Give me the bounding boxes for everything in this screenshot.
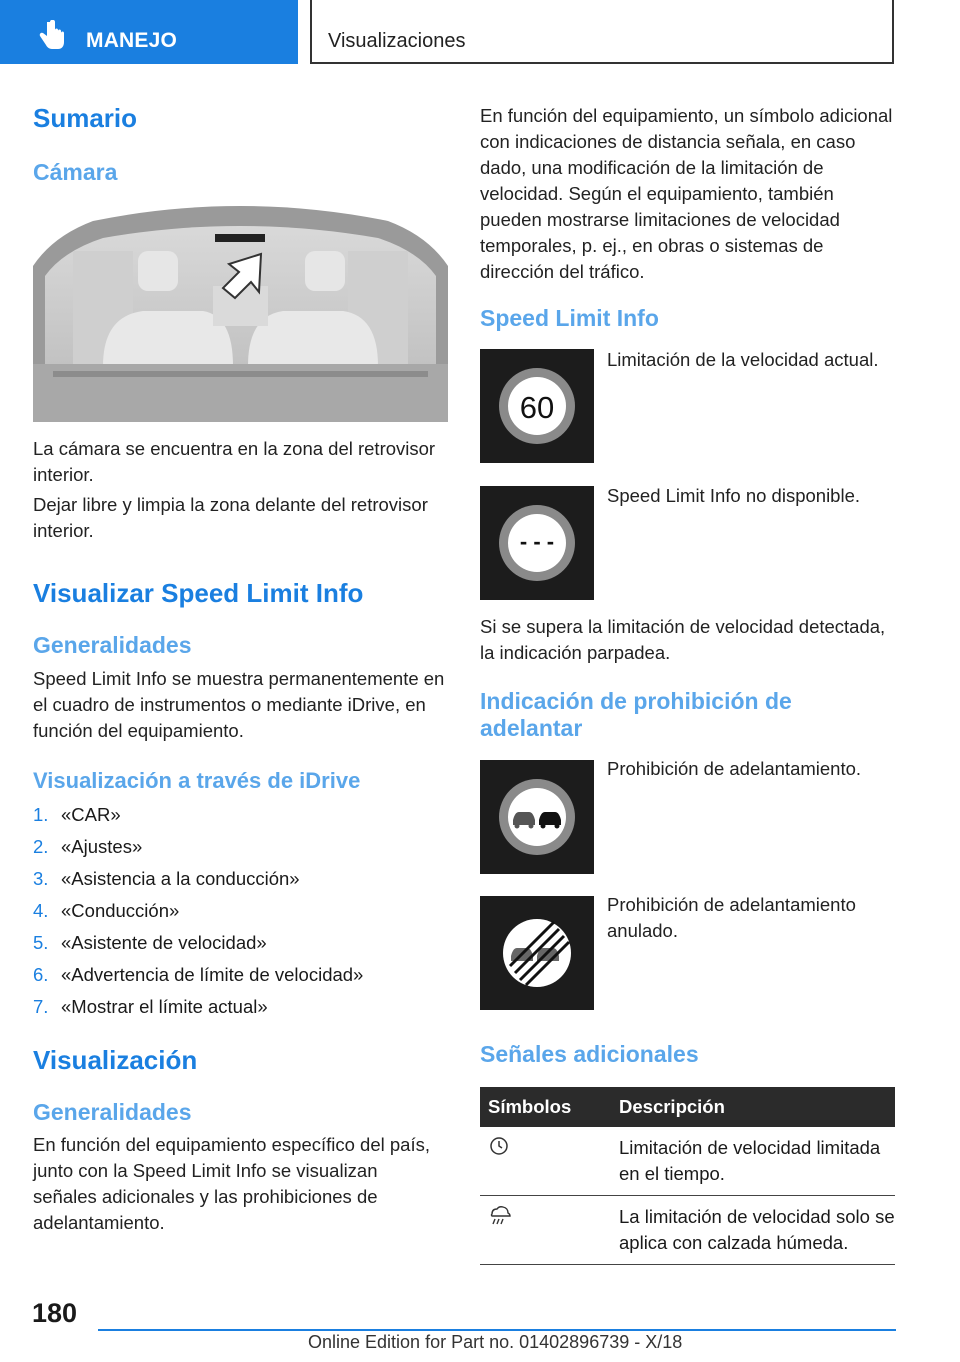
heading-visualizar-sli: Visualizar Speed Limit Info: [33, 578, 364, 608]
idrive-steps-list: [33, 802, 453, 1026]
section-title: Visualizaciones: [328, 30, 466, 52]
col-header-symbols: Símbolos: [480, 1087, 611, 1127]
clock-icon: [488, 1135, 510, 1157]
table-cell-description: Limitación de velocidad limitada en el tiempo.: [611, 1127, 895, 1196]
list-item: 1. «CAR»: [33, 804, 121, 825]
speed-limit-unavailable-sign: [480, 486, 594, 600]
intro-paragraph: En función del equipamiento, un símbolo adicional con indicaciones de distancia señala, en caso dado, una modificación de la limitación de velocidad. Según el equipamiento, también pueden mostrarse limitaciones de velocidad temporales, p. ej., en obras o sistemas de dirección del tráfico.: [480, 105, 893, 282]
chapter-tab[interactable]: [0, 0, 298, 64]
end-no-overtaking-sign: [480, 896, 594, 1010]
no-overtaking-description: Prohibición de adelantamiento.: [607, 758, 862, 779]
camera-paragraph-1: La cámara se encuentra en la zona del retrovisor interior.: [33, 438, 436, 485]
heading-idrive: Visualización a través de iDrive: [33, 768, 361, 793]
speed-limit-60-sign: [480, 349, 594, 463]
speed-limit-unavailable-dashes: - - -: [519, 529, 555, 554]
list-item: 4. «Conducción»: [33, 900, 180, 921]
heading-additional-signs: Señales adicionales: [480, 1041, 699, 1067]
table-cell-description: La limitación de velocidad solo se aplica con calzada húmeda.: [611, 1196, 895, 1265]
edition-text: Online Edition for Part no. 01402896739 - X/18: [308, 1332, 683, 1352]
heading-generalidades-2: Generalidades: [33, 1099, 192, 1125]
end-no-overtaking-description: Prohibición de adelantamiento anulado.: [607, 894, 856, 941]
chapter-title: MANEJO: [86, 29, 178, 52]
heading-speed-limit-info: Speed Limit Info: [480, 305, 659, 331]
hand-steering-icon: [38, 20, 66, 50]
list-item: 3. «Asistencia a la conducción»: [33, 868, 300, 889]
camera-paragraph-2: Dejar libre y limpia la zona delante del retrovisor interior.: [33, 494, 428, 541]
list-item: 7. «Mostrar el límite actual»: [33, 996, 268, 1017]
sign-unavailable-description: Speed Limit Info no disponible.: [607, 485, 861, 506]
footer-divider: [98, 1329, 896, 1331]
list-item: 6. «Advertencia de límite de velocidad»: [33, 964, 364, 985]
heading-generalidades-1: Generalidades: [33, 632, 192, 658]
generalidades-paragraph-1: Speed Limit Info se muestra permanentemente en el cuadro de instrumentos o mediante iDrive, en función del equipamiento.: [33, 668, 445, 741]
speed-limit-number: 60: [519, 390, 555, 425]
additional-signs-table: [480, 1087, 895, 1265]
section-tab: [310, 0, 894, 64]
table-row: [480, 1196, 895, 1265]
camera-illustration: [33, 196, 448, 422]
generalidades-paragraph-2: En función del equipamiento específico del país, junto con la Speed Limit Info se visualizan señales adicionales y las prohibiciones de adelantamiento.: [33, 1134, 430, 1233]
col-header-description: Descripción: [611, 1087, 895, 1127]
exceed-paragraph: Si se supera la limitación de velocidad detectada, la indicación parpadea.: [480, 616, 886, 663]
heading-visualizacion: Visualización: [33, 1045, 198, 1075]
no-overtaking-sign: [480, 760, 594, 874]
list-item: 5. «Asistente de velocidad»: [33, 932, 267, 953]
heading-overtaking: Indicación de prohibición de adelantar: [480, 688, 792, 741]
rain-icon: [488, 1204, 512, 1226]
heading-sumario: Sumario: [33, 103, 138, 133]
heading-camara: Cámara: [33, 159, 118, 185]
table-row: [480, 1127, 895, 1196]
page-number: 180: [32, 1298, 78, 1328]
sign-60-description: Limitación de la velocidad actual.: [607, 349, 879, 370]
list-item: 2. «Ajustes»: [33, 836, 143, 857]
